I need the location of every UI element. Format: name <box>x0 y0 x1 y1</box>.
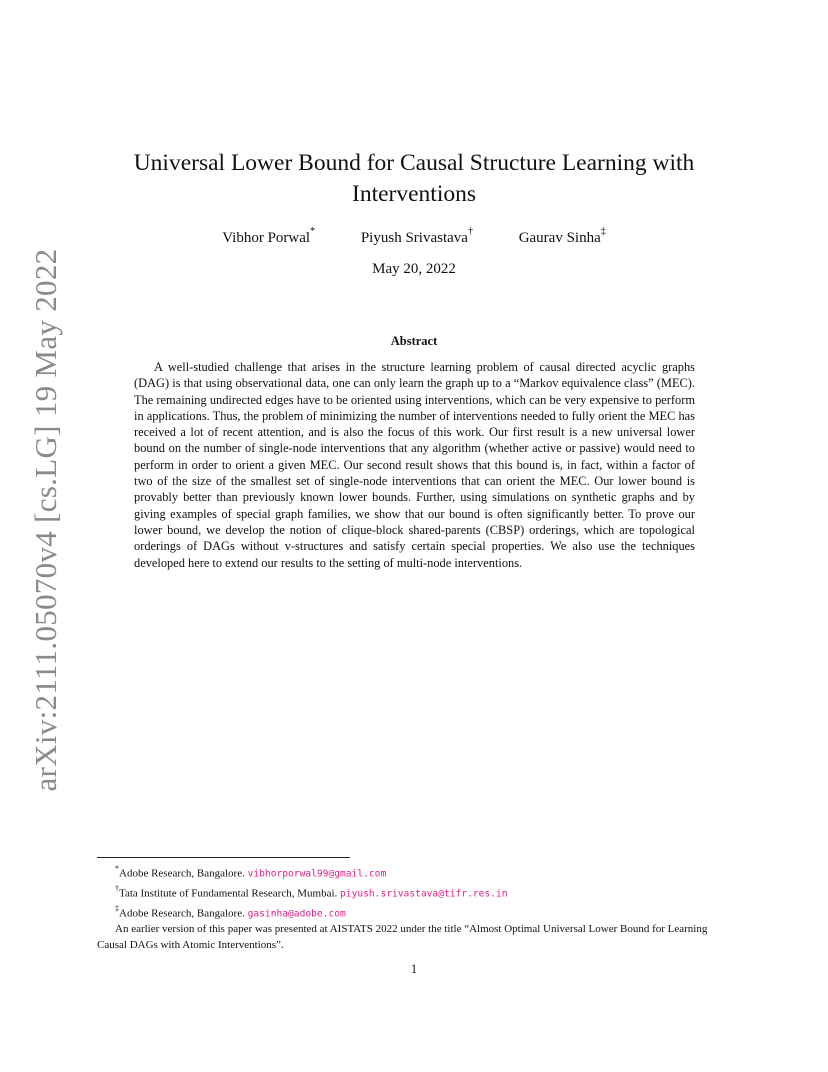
footnote-mark: † <box>115 884 119 894</box>
publication-date: May 20, 2022 <box>372 261 456 277</box>
footnote <box>97 882 737 902</box>
author <box>222 228 315 247</box>
earlier-version-note: An earlier version of this paper was presented at AISTATS 2022 under the title “Almost Optimal Universal Lower Bound for Learning Causal DAGs with Atomic Interventions”. <box>97 923 708 951</box>
footnote-rule <box>97 857 350 858</box>
page-number: 1 <box>410 962 418 976</box>
footnote-affiliation: Adobe Research, Bangalore. <box>119 907 245 920</box>
author-name: Gaurav Sinha <box>518 230 601 246</box>
author-list <box>100 228 728 247</box>
abstract-heading: Abstract <box>390 334 438 348</box>
footnote-affiliation: Tata Institute of Fundamental Research, Mumbai. <box>119 887 338 900</box>
footnote-affiliation: Adobe Research, Bangalore. <box>119 867 245 880</box>
footnote-mark: ‡ <box>115 904 119 914</box>
abstract-text: A well-studied challenge that arises in the structure learning problem of causal directed acyclic graphs (DAG) is that using observational data, one can only learn the graph up to a “Markov equivalence class” (MEC). The remaining undirected edges have to be oriented using interventions, which can be very expensive to perform in applications. Thus, the problem of minimizing the number of interventions needed to fully orient the MEC has received a lot of recent attention, and is also the focus of this work. Our first result is a new universal lower bound on the number of single-node interventions that any algorithm (whether active or passive) would need to perform in order to orient a given MEC. Our second result shows that this bound is, in fact, within a factor of two of the size of the smallest set of single-node interventions that can orient the MEC. Our lower bound is provably better than previously known lower bounds. Further, using simulations on synthetic graphs and by giving examples of special graph families, we show that our bound is often significantly better. To prove our lower bound, we develop the notion of clique-block shared-parents (CBSP) orderings, which are topological orderings of DAGs without v-structures and satisfy certain special properties. We also use the techniques developed here to extend our results to the setting of multi-node interventions. <box>134 360 695 570</box>
author-footnote-mark: ‡ <box>600 226 606 237</box>
email-link[interactable]: piyush.srivastava@tifr.res.in <box>340 888 508 900</box>
author-footnote-mark: * <box>310 226 316 237</box>
email-link[interactable]: vibhorporwal99@gmail.com <box>247 868 387 880</box>
footnote-mark: * <box>115 864 119 873</box>
footnote <box>97 862 737 882</box>
footnotes <box>97 862 737 953</box>
author-footnote-mark: † <box>467 226 473 237</box>
author-name: Piyush Srivastava <box>360 230 468 246</box>
author <box>519 228 606 247</box>
email-link[interactable]: gasinha@adobe.com <box>247 908 346 920</box>
author <box>361 228 473 247</box>
author-name: Vibhor Porwal <box>222 230 311 246</box>
footnote <box>97 902 737 922</box>
arxiv-identifier-stamp: arXiv:2111.05070v4 [cs.LG] 19 May 2022 <box>28 248 63 792</box>
paper-title: Universal Lower Bound for Causal Structure Learning with Interventions <box>133 150 695 207</box>
